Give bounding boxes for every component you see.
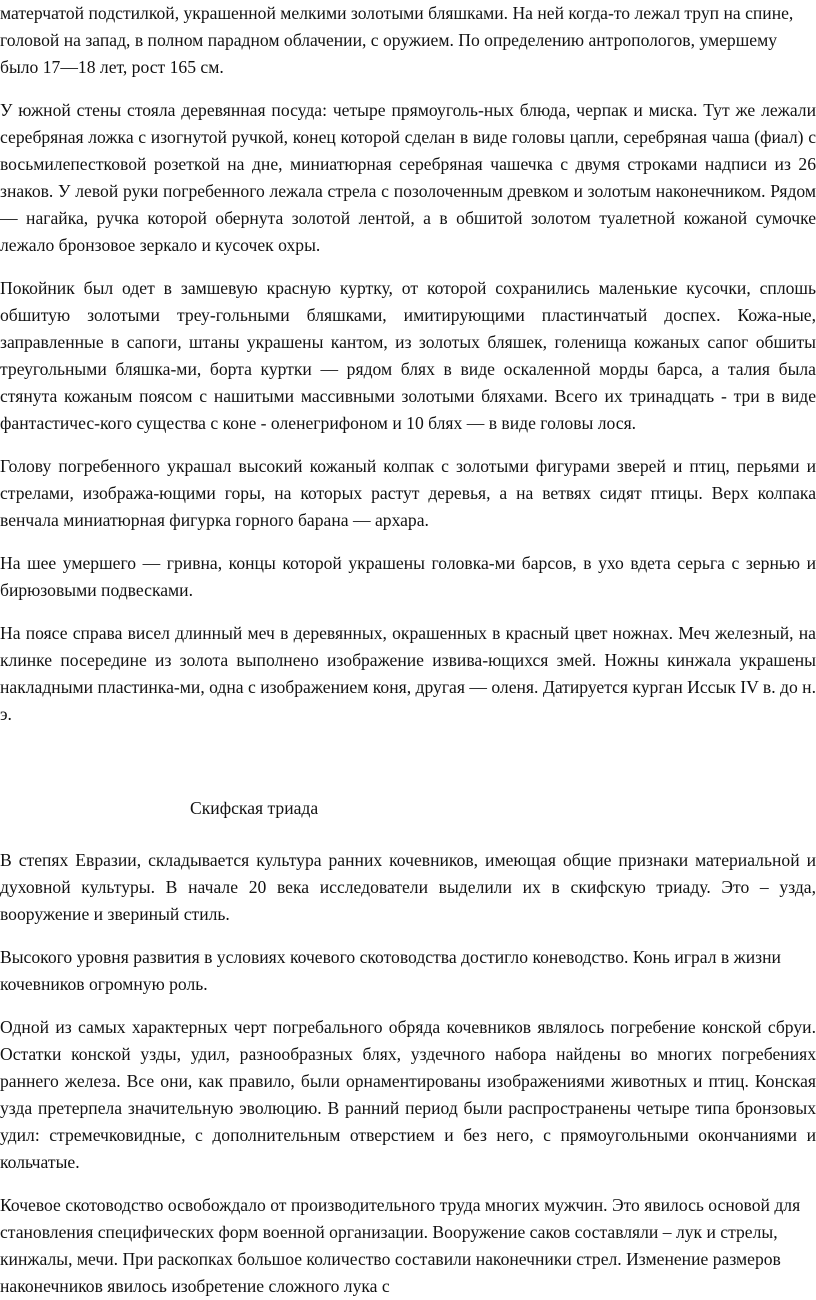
paragraph-burial-bedding: матерчатой подстилкой, украшенной мелкими золотыми бляшками. На ней когда-то лежал труп на спине, головой на запад, в полном парадном облачении, с оружием. По определению антропологов, умершему было 17—18 лет, рост 165 см. [0,3,794,77]
paragraph-leather-cap: Голову погребенного украшал высокий кожаный колпак с золотыми фигурами зверей и птиц, перьями и стрелами, изобража-ющими горы, на которых растут деревья, а на ветвях сидят птицы. Верх колпака венчала миниатюрная фигурка горного барана — архара. [0,456,816,530]
section-spacer [0,744,816,795]
paragraph-eurasian-steppes: В степях Евразии, складывается культура ранних кочевников, имеющая общие признаки материальной и духовной культуры. В начале 20 века исследователи выделили их в скифскую триаду. Это – узда, вооружение и звериный стиль. [0,850,816,924]
paragraph-suede-jacket: Покойник был одет в замшевую красную куртку, от которой сохранились маленькие кусочки, сплошь обшитую золотыми треу-гольными бляшками, имитирующими пластинчатый доспех. Кожа-ные, заправленные в сапоги, штаны украшены кантом, из золотых бляшек, голенища кожаных сапог обшиты треугольными бляшка-ми, борта куртки — рядом блях в виде оскаленной морды барса, а талия была стянута кожаным поясом с нашитыми массивными золотыми бляхами. Всего их тринадцать - три в виде фантастичес-кого существа с коне - оленегрифоном и 10 блях — в виде головы лося. [0,278,816,433]
paragraph-torque: На шее умершего — гривна, концы которой украшены головка-ми барсов, в ухо вдета серьга с зернью и бирюзовыми подвесками. [0,553,816,600]
paragraph-horse-breeding: Высокого уровня развития в условиях кочевого скотоводства достигло коневодство. Конь играл в жизни кочевников огромную роль. [0,947,781,994]
paragraph-sword: На поясе справа висел длинный меч в деревянных, окрашенных в красный цвет ножнах. Меч железный, на клинке посередине из золота выполнено изображение извива-ющихся змей. Ножны кинжала украшены накладными пластинка-ми, одна с изображением коня, другая — оленя. Датируется курган Иссык IV в. до н. э. [0,623,816,724]
paragraph-nomadic-warfare: Кочевое скотоводство освобождало от производительного труда многих мужчин. Это явилось основой для становления специфических форм военной организации. Вооружение саков составляли – лук и стрелы, кинжалы, мечи. При раскопках большое количество составили наконечники стрел. Изменение размеров наконечников явилось изобретение сложного лука с [0,1195,801,1296]
paragraph-horse-harness: Одной из самых характерных черт погребального обряда кочевников являлось погребение конской сбруи. Остатки конской узды, удил, разнообразных блях, уздечного набора найдены во многих погребениях раннего железа. Все они, как правило, были орнаментированы изображениями животных и птиц. Конская узда претерпела значительную эволюцию. В ранний период были распространены четыре типа бронзовых удил: стремечковидные, с дополнительным отверстием и без него, с прямоугольными окончаниями и кольчатые. [0,1017,816,1172]
paragraph-wooden-dishes: У южной стены стояла деревянная посуда: четыре прямоуголь-ных блюда, черпак и миска. Тут же лежали серебряная ложка с изогнутой ручкой, конец которой сделан в виде головы цапли, серебряная чаша (фиал) с восьмилепестковой розеткой на дне, миниатюрная серебряная чашечка с двумя строками надписи из 26 знаков. У левой руки погребенного лежала стрела с позолоченным древком и золотым наконечником. Рядом — нагайка, ручка которой обернута золотой лентой, а в обшитой золотом туалетной кожаной сумочке лежало бронзовое зеркало и кусочек охры. [0,100,816,255]
section-heading: Скифская триада [190,798,319,818]
